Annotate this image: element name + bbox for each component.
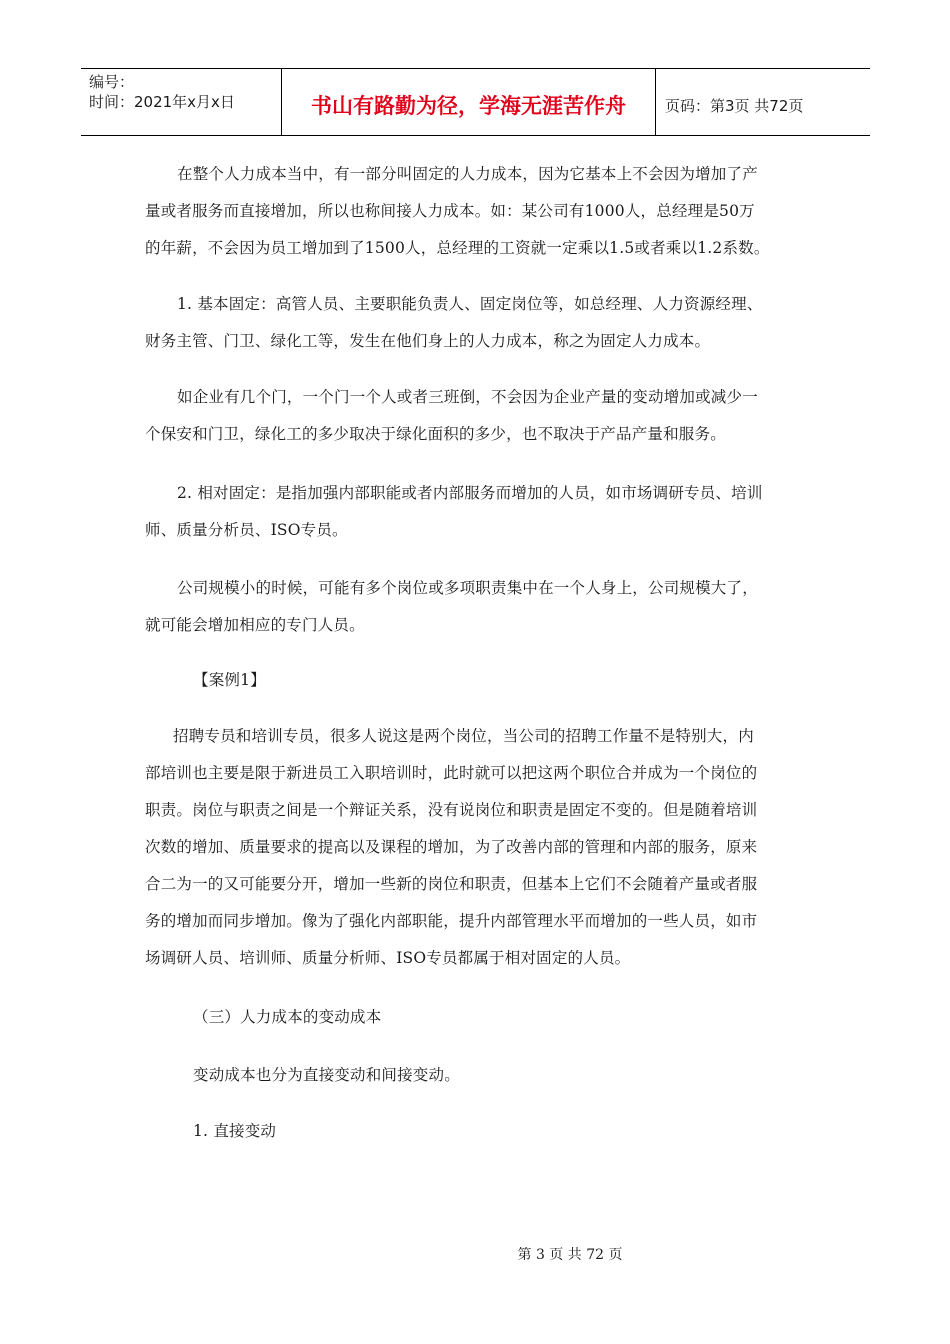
paragraph-line: 个保安和门卫，绿化工的多少取决于绿化面积的多少，也不取决于产品产量和服务。 — [145, 425, 726, 443]
paragraph-line: 公司规模小的时候，可能有多个岗位或多项职责集中在一个人身上，公司规模大了， — [177, 579, 758, 597]
paragraph-line: 的年薪，不会因为员工增加到了1500人，总经理的工资就一定乘以1.5或者乘以1.2系数。 — [145, 239, 770, 257]
paragraph-5 — [145, 570, 825, 644]
header-motto: 书山有路勤为径，学海无涯苦作舟 — [282, 69, 656, 135]
page-footer: 第 3 页 共 72 页 — [517, 1247, 623, 1263]
paragraph-line: 2. 相对固定：是指加强内部职能或者内部服务而增加的人员，如市场调研专员、培训 — [177, 484, 763, 502]
paragraph-line: 职责。岗位与职责之间是一个辩证关系，没有说岗位和职责是固定不变的。但是随着培训 — [145, 801, 758, 819]
paragraph-line: 就可能会增加相应的专门人员。 — [145, 616, 365, 634]
paragraph-line: 财务主管、门卫、绿化工等，发生在他们身上的人力成本，称之为固定人力成本。 — [145, 332, 711, 350]
header-meta-cell — [81, 69, 282, 135]
paragraph-line: 次数的增加、质量要求的提高以及课程的增加，为了改善内部的管理和内部的服务，原来 — [145, 838, 758, 856]
paragraph-line: 在整个人力成本当中，有一部分叫固定的人力成本，因为它基本上不会因为增加了产 — [177, 165, 758, 183]
case-heading — [145, 662, 825, 699]
paragraph-line: 部培训也主要是限于新进员工入职培训时，此时就可以把这两个职位合并成为一个岗位的 — [145, 764, 758, 782]
paragraph-9 — [145, 1057, 825, 1094]
paragraph-3 — [145, 379, 825, 453]
paragraph-2 — [145, 286, 825, 360]
paragraph-line: 合二为一的又可能要分开，增加一些新的岗位和职责，但基本上它们不会随着产量或者服 — [145, 875, 758, 893]
subsection-heading — [145, 1113, 825, 1150]
document-date-label: 时间：2021年x月x日 — [89, 93, 235, 111]
paragraph-line: 如企业有几个门，一个门一个人或者三班倒，不会因为企业产量的变动增加或减少一 — [177, 388, 758, 406]
paragraph-line: 务的增加而同步增加。像为了强化内部职能，提升内部管理水平而增加的一些人员，如市 — [145, 912, 758, 930]
paragraph-line: 变动成本也分为直接变动和间接变动。 — [193, 1066, 460, 1084]
paragraph-7 — [145, 718, 825, 977]
paragraph-line: 1. 基本固定：高管人员、主要职能负责人、固定岗位等，如总经理、人力资源经理、 — [177, 295, 763, 313]
document-header — [81, 68, 870, 136]
paragraph-1 — [145, 156, 825, 267]
section-title: （三）人力成本的变动成本 — [193, 1008, 382, 1026]
document-number-label: 编号： — [89, 73, 135, 91]
paragraph-line: 招聘专员和培训专员，很多人说这是两个岗位，当公司的招聘工作量不是特别大，内 — [173, 727, 754, 745]
header-page-info: 页码：第3页 共72页 — [665, 96, 804, 115]
paragraph-line: 师、质量分析员、ISO专员。 — [145, 521, 348, 539]
subsection-title: 1. 直接变动 — [193, 1122, 277, 1140]
section-heading — [145, 999, 825, 1036]
paragraph-line: 场调研人员、培训师、质量分析师、ISO专员都属于相对固定的人员。 — [145, 949, 631, 967]
paragraph-4 — [145, 475, 825, 549]
paragraph-line: 量或者服务而直接增加，所以也称间接人力成本。如：某公司有1000人，总经理是50万 — [145, 202, 755, 220]
case-label: 【案例1】 — [193, 671, 266, 689]
